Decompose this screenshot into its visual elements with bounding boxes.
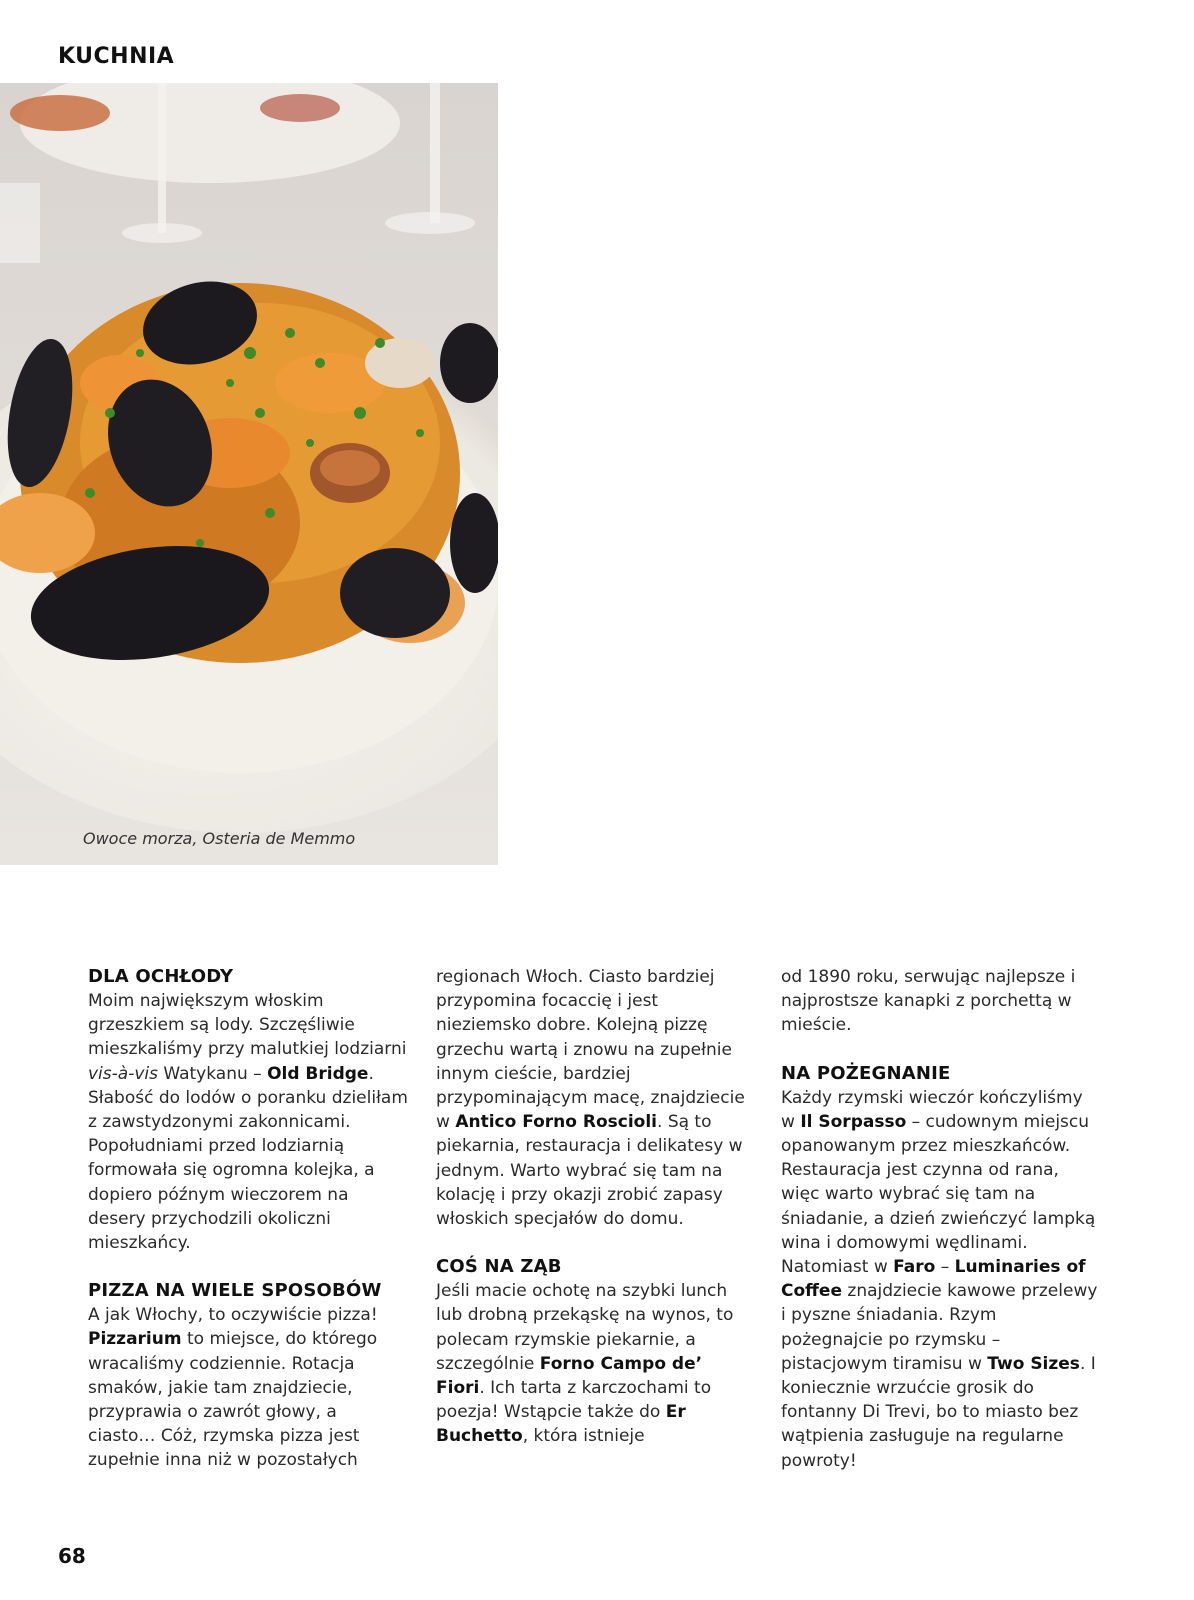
heading-pizza: PIZZA NA WIELE SPOSOBÓW (88, 1280, 382, 1302)
heading-cos-na-zab: COŚ NA ZĄB (436, 1256, 562, 1278)
paragraph-porchetta: od 1890 roku, serwując najlepsze i najprostsze kanapki z porchettą w mieście. (781, 967, 1076, 1036)
text-column-1 (88, 965, 408, 1473)
paragraph-pizza: A jak Włochy, to oczywiście pizza! Pizzarium to miejsce, do którego wracaliśmy codziennie. Rotacja smaków, jakie tam znajdziecie, przyprawia o zawrót głowy, a ciasto… Cóż, rzymska pizza jest zupełnie inna niż w pozostałych (88, 1305, 378, 1471)
section-label: KUCHNIA (58, 44, 175, 69)
food-photo (0, 83, 498, 865)
seafood-pasta-plate-icon (0, 83, 498, 865)
paragraph-lody: Moim największym włoskim grzeszkiem są lody. Szczęśliwie mieszkaliśmy przy malutkiej lodziarni vis-à-vis Watykanu – Old Bridge. Słabość do lodów o poranku dzieliłam z zawstydzonymi zakonnicami. Popołudniami przed lodziarnią formowała się ogromna kolejka, a dopiero późnym wieczorem na desery przychodzili okoliczni mieszkańcy. (88, 991, 408, 1254)
page-number: 68 (58, 1544, 86, 1568)
heading-na-pozegnanie: NA POŻEGNANIE (781, 1062, 951, 1084)
photo-caption: Owoce morza, Osteria de Memmo (83, 829, 356, 848)
text-column-3 (781, 965, 1101, 1473)
paragraph-pizza-cont: regionach Włoch. Ciasto bardziej przypomina focaccię i jest nieziemsko dobre. Kolejną pizzę grzechu wartą i znowu na zupełnie innym cieście, bardziej przypominającym macę, znajdziecie w Antico Forno Roscioli. Są to piekarnia, restauracja i delikatesy w jednym. Warto wybrać się tam na kolację i przy okazji zrobić zapasy włoskich specjałów do domu. (436, 967, 745, 1230)
paragraph-pozegnanie: Każdy rzymski wieczór kończyliśmy w Il Sorpasso – cudownym miejscu opanowanym przez mieszkańców. Restauracja jest czynna od rana, więc warto wybrać się tam na śniadanie, a dzień zwieńczyć lampką wina i domowymi wędlinami. Natomiast w Faro – Luminaries of Coffee znajdziecie kawowe przelewy i pyszne śniadania. Rzym pożegnajcie po rzymsku – pistacjowym tiramisu w Two Sizes. I koniecznie wrzućcie grosik do fontanny Di Trevi, bo to miasto bez wątpienia zasługuje na regularne powroty! (781, 1087, 1098, 1471)
text-column-2 (436, 965, 756, 1449)
paragraph-piekarnie: Jeśli macie ochotę na szybki lunch lub drobną przekąskę na wynos, to polecam rzymskie piekarnie, a szczególnie Forno Campo de’ Fiori. Ich tarta z karczochami to poezja! Wstąpcie także do Er Buchetto, która istnieje (436, 1281, 734, 1447)
heading-dla-ochlody: DLA OCHŁODY (88, 966, 234, 987)
